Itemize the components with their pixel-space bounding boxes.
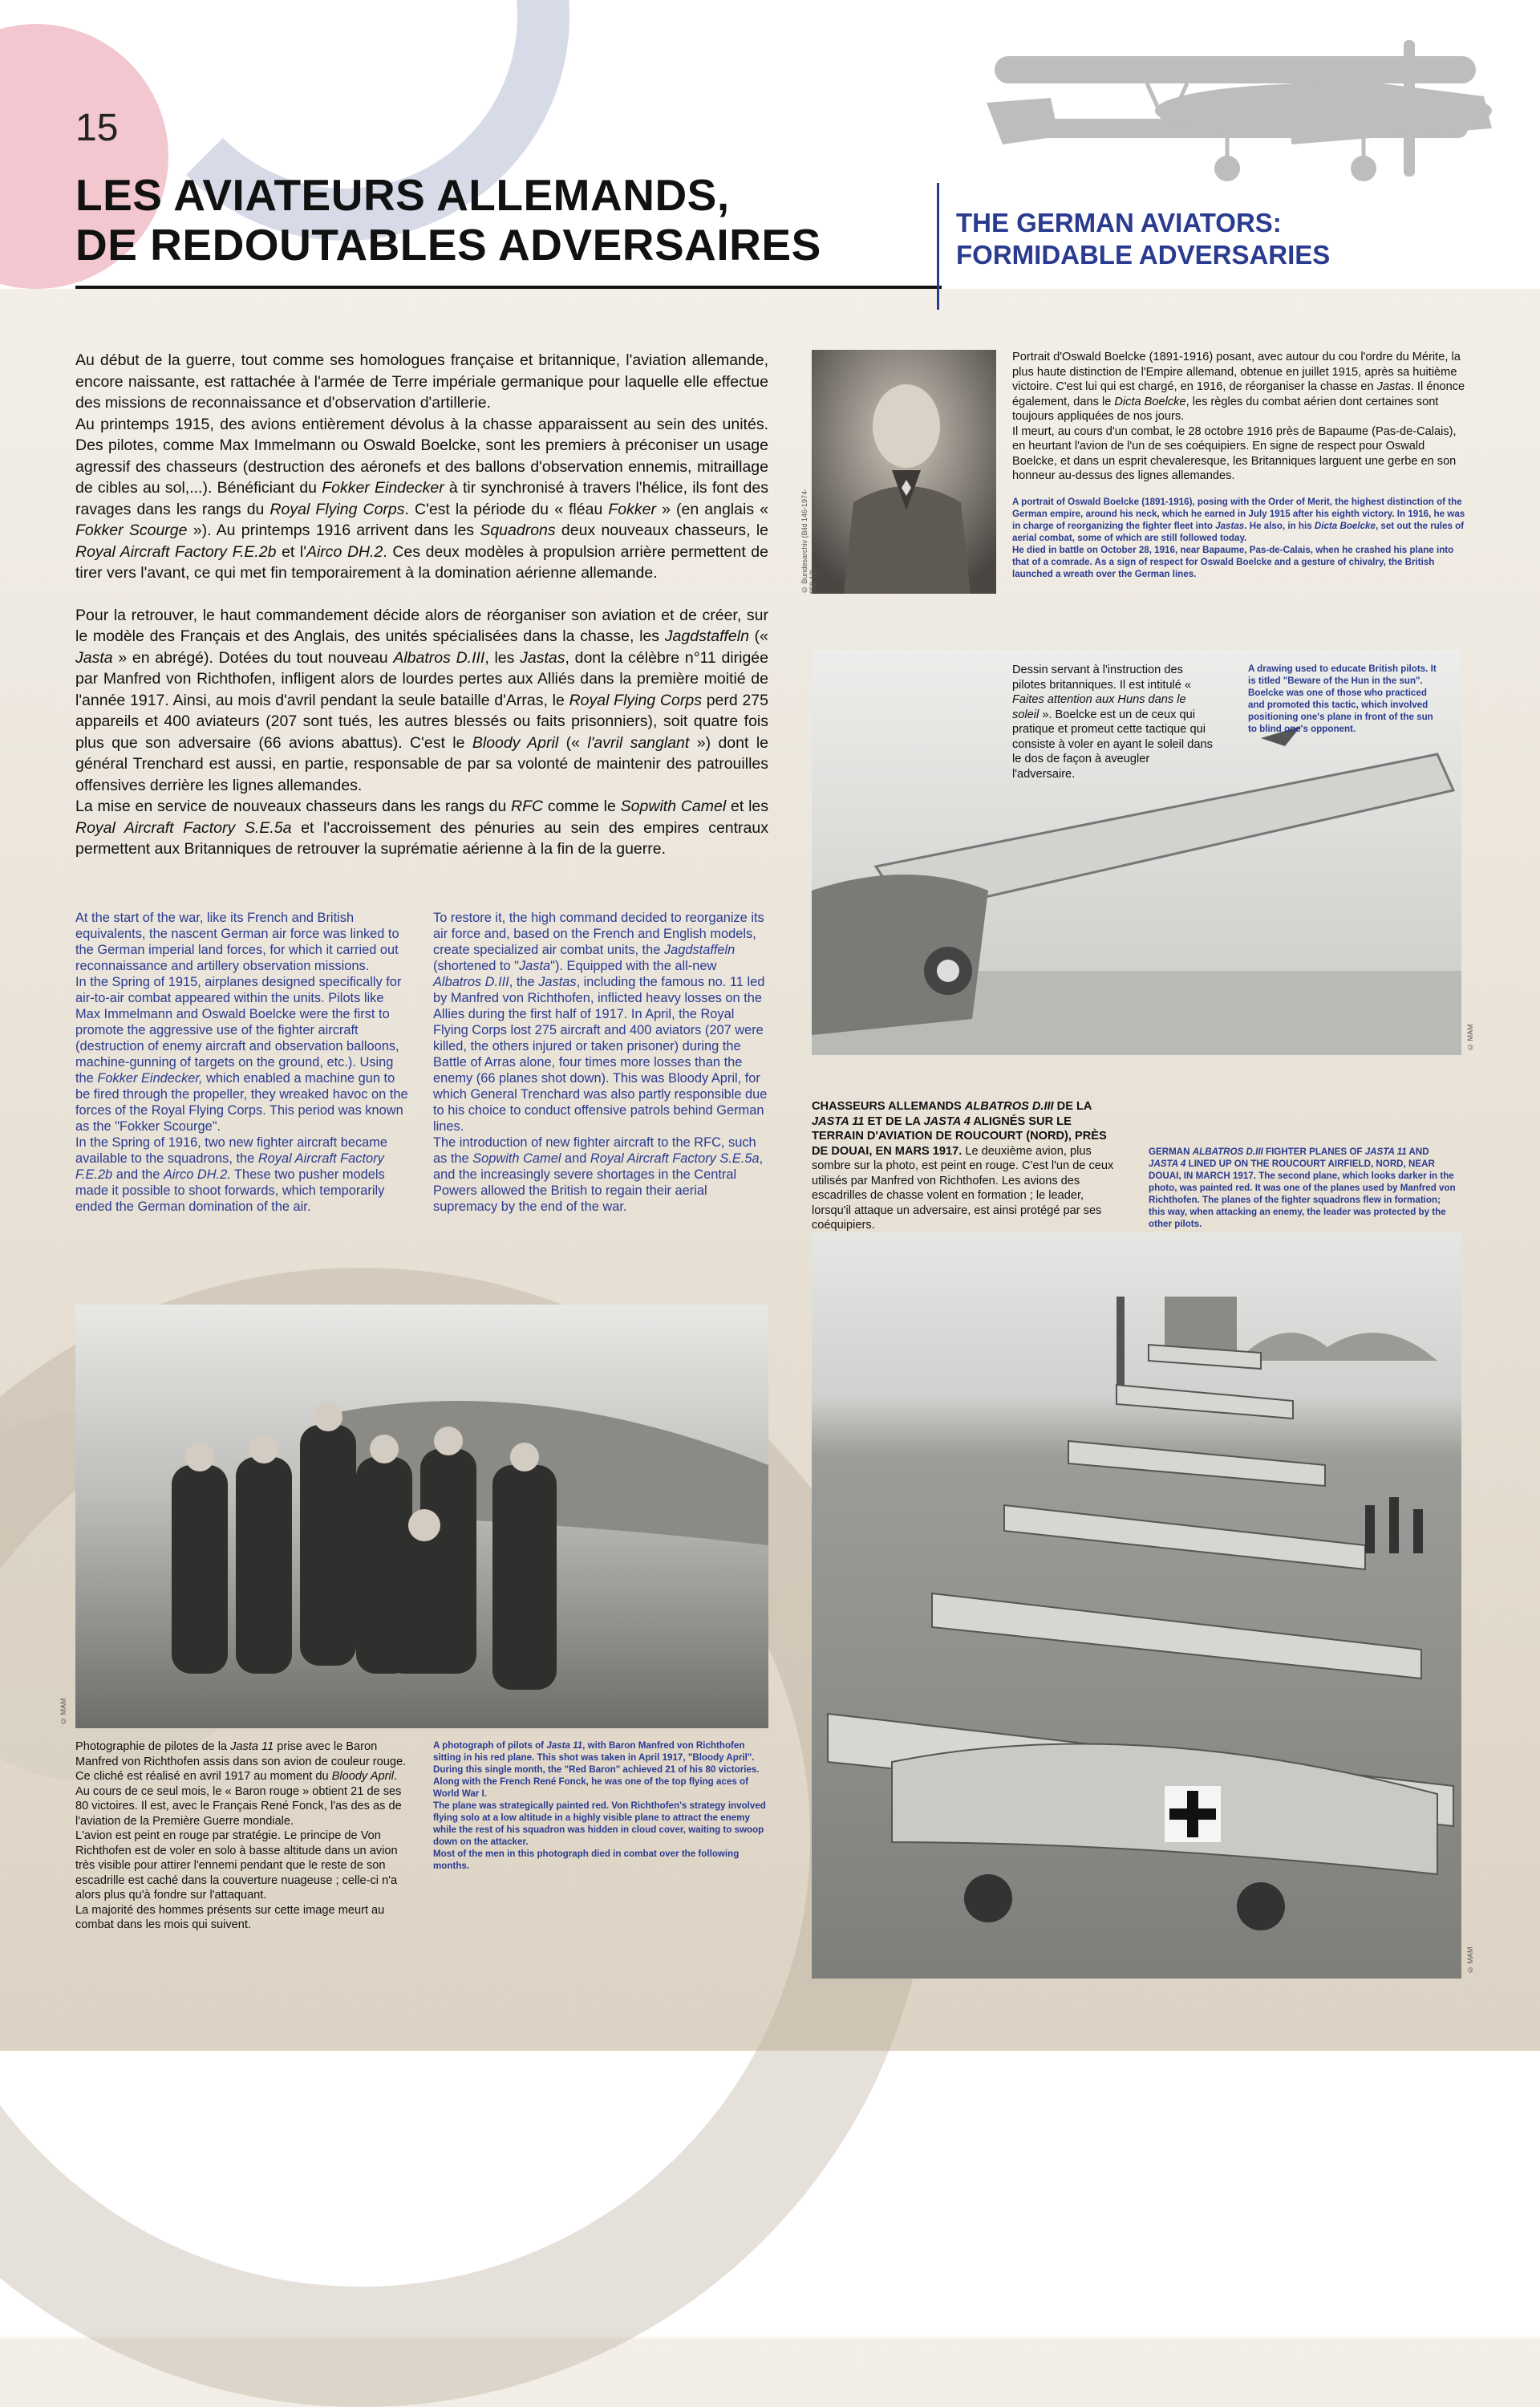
text-run: »). Au printemps 1916 arrivent dans les <box>187 522 480 539</box>
italic-term: Jastas <box>1376 380 1411 393</box>
text-run: , with Baron Manfred von Richthofen sitting in his red plane. This shot was taken in April 1917, "Bloody April". During this single month, the "Red Baron" achieved 21 of his 80 victories. Along with the French René Fonck, he was one of the top flying aces of World War I. <box>433 1740 760 1799</box>
text-run: . Ces deux modèles à propulsion arrière permettent de tirer vers l'avant, ce qui met fin temporairement à la domination aérienne allemande. <box>75 542 768 582</box>
text-run: , set out the rules of aerial combat, some of which are still followed today. <box>1012 521 1465 543</box>
title-en-line-2: FORMIDABLE ADVERSARIES <box>956 240 1331 270</box>
drawing-caption-fr <box>1012 663 1213 781</box>
text-run: ». Boelcke est un de ceux qui pratique et promeut cette tactique qui consiste à voler en ayant le soleil dans le dos de façon à aveugler l'adversaire. <box>1012 708 1213 781</box>
caption-heading-run: CHASSEURS ALLEMANDS <box>812 1100 965 1113</box>
portrait-placeholder <box>812 350 996 594</box>
pilots-caption-en <box>433 1739 770 1872</box>
body-text-fr <box>75 350 768 860</box>
italic-term: JASTA 11 <box>1364 1147 1407 1157</box>
italic-term: Fokker <box>608 500 656 518</box>
body-en-paragraph-1: At the start of the war, like its French and British equivalents, the nascent German air force was linked to the German imperial land forces, for which it carried out reconnaissance and artillery observation missions. <box>75 911 399 973</box>
italic-term: JASTA 4 <box>923 1114 971 1128</box>
italic-term: Squadrons <box>480 522 556 539</box>
italic-term: l'avril sanglant <box>587 733 690 752</box>
text-run: à tir synchronisé à travers l'hélice, ils font des ravages dans les rangs du <box>75 479 768 518</box>
text-run: In the Spring of 1916, two new fighter aircraft became available to the squadrons, the <box>75 1135 388 1166</box>
italic-term: Fokker Eindecker, <box>97 1071 203 1086</box>
biplane-silhouette-icon <box>987 24 1508 185</box>
text-run: Au printemps 1915, des avions entièrement dévolus à la chasse apparaissent au sein des unités. Des pilotes, comme Max Immelmann ou Oswald Boelcke, sont les premiers à préconiser un usage agressif des chasseurs (destruction des aéronefs et des ballons d'observation ennemis, mitraillage de cibles au sol,...). Bénéficiant du <box>75 415 768 497</box>
text-run: The second plane, which looks darker in the photo, was painted red. It was one of the planes used by Manfred von Richthofen. The planes of the fighter squadrons flew in formation; this way, when attacking an enemy, the leader was protected by the other pilots. <box>1149 1171 1456 1229</box>
pilots-photo-credit: © MAM <box>59 1698 67 1725</box>
drawing-caption-en: A drawing used to educate British pilots. It is titled "Beware of the Hun in the sun". Boelcke was one of those who practiced and promoted this tactic, which involved positioning one's plane in front of the sun to blind one's opponent. <box>1248 664 1437 734</box>
italic-term: Albatros D.III <box>393 648 485 667</box>
caption-paragraph <box>1012 496 1466 544</box>
lineup-caption-en <box>1149 1146 1458 1230</box>
italic-term: Dicta Boelcke <box>1314 521 1376 531</box>
text-run: , dont la célèbre n°11 dirigée par Manfred von Richthofen, infligent alors de lourdes pertes aux Alliés dans la première moitié de l'année 1917. Ainsi, au mois d'avril pendant la seule bataille d'Arras, le <box>75 648 768 709</box>
caption-heading-run: GERMAN <box>1149 1147 1193 1157</box>
text-run: Portrait d'Oswald Boelcke (1891-1916) posant, avec autour du cou l'ordre du Mérite, la plus haute distinction de l'Empire allemand, obtenue en juillet 1915, après sa huitième victoire. C'est lui qui est chargé, en 1916, de réorganiser la chasse en <box>1012 351 1461 393</box>
page-title-fr <box>75 170 821 270</box>
text-run: deux nouveaux chasseurs, le <box>555 522 768 539</box>
boelcke-caption-en <box>1012 496 1466 580</box>
caption-paragraph <box>812 1099 1116 1233</box>
text-run: comme le <box>543 798 621 815</box>
jasta11-pilots-photo <box>75 1305 768 1728</box>
caption-heading-run: DE LA <box>1053 1100 1092 1113</box>
italic-term: Bloody April <box>331 1770 394 1783</box>
text-run: » en abrégé). Dotées du tout nouveau <box>112 648 394 667</box>
lineup-caption-fr <box>812 1099 1116 1233</box>
text-run: et les <box>726 798 769 815</box>
text-run: » (en anglais « <box>656 500 768 518</box>
caption-heading-run: LINED UP ON THE ROUCOURT AIRFIELD, NORD, NEAR DOUAI, IN MARCH 1917. <box>1149 1159 1435 1181</box>
text-run: (« <box>748 627 769 645</box>
text-run: . He also, in his <box>1244 521 1315 531</box>
text-run: These two pusher models made it possible to shoot forwards, which temporarily ended the German domination of the air. <box>75 1167 385 1214</box>
text-run: , les règles du combat aérien dont certaines sont toujours appliquées de nos jours. <box>1012 395 1439 423</box>
text-run: . C'est la période du « fléau <box>404 500 609 518</box>
text-run: , and the increasingly severe shortages in the Central Powers allowed the British to regain their aerial supremacy by the end of the war. <box>433 1151 764 1214</box>
caption-paragraph: The plane was strategically painted red. Von Richthofen's strategy involved flying solo at a low altitude in a highly visible plane to attract the enemy while the rest of his squadron was hidden in cloud cover, waiting to swoop down on the attacker. <box>433 1800 766 1847</box>
text-run: . Au cours de ce seul mois, le « Baron rouge » obtient 21 de ses 80 victoires. Il est, avec le Français René Fonck, l'as des as de l'aviation de la Première Guerre mondiale. <box>75 1770 402 1828</box>
italic-term: RFC <box>511 798 544 815</box>
caption-paragraph <box>1149 1146 1458 1230</box>
text-run: Le deuxième avion, plus sombre sur la photo, est peint en rouge. C'est l'un de ceux utilisés par Manfred von Richthofen. Les avions des escadrilles de chasse volent en formation ; le leader, lorsqu'il attaque un adversaire, est ainsi protégé par ses coéquipiers. <box>812 1144 1114 1232</box>
body-fr-paragraph-2 <box>75 414 768 584</box>
italic-term: Jagdstaffeln <box>663 943 736 957</box>
italic-term: Sopwith Camel <box>620 798 727 815</box>
italic-term: Jastas <box>1215 521 1245 531</box>
italic-term: Jastas <box>520 648 565 667</box>
text-run: prise avec le Baron Manfred von Richthofen assis dans son avion de couleur rouge. Ce cliché est réalisé en avril 1917 au moment du <box>75 1740 407 1783</box>
paragraph-gap <box>75 584 768 605</box>
italic-term: Fokker Eindecker <box>322 479 444 497</box>
caption-paragraph: L'avion est peint en rouge par stratégie. Le principe de Von Richthofen est de voler en solo à basse altitude dans un avion très visible pour attirer l'ennemi pendant que le reste de son escadrille est caché dans la couverture nuageuse ; celle-ci n'a alors plus qu'à fondre sur l'attaquant. <box>75 1829 398 1902</box>
italic-term: Albatros D.III <box>433 975 509 989</box>
italic-term: Fokker Scourge <box>75 522 188 539</box>
italic-term: Jasta <box>518 959 551 973</box>
text-run: In the Spring of 1915, airplanes designed specifically for air-to-air combat appeared within the units. Pilots like Max Immelmann and Oswald Boelcke were the first to promote the aggressive use of the fighter aircraft (destruction of enemy aircraft and observation balloons, machine-gunning of targets on the ground, etc.). Using the <box>75 975 402 1086</box>
text-run: which enabled a machine gun to be fired through the propeller, they wreaked havoc on the forces of the Royal Flying Corps. This period was known as the "Fokker Scourge". <box>75 1071 408 1134</box>
italic-term: Jagdstaffeln <box>664 627 749 645</box>
lineup-placeholder <box>812 1232 1461 1979</box>
text-run: "). Equipped with the all-new <box>550 959 717 973</box>
italic-term: JASTA 4 <box>1149 1159 1186 1169</box>
boelcke-portrait-photo <box>812 350 996 594</box>
text-run: Photographie de pilotes de la <box>75 1740 231 1753</box>
italic-term: Airco DH.2 <box>306 542 383 561</box>
body-fr-paragraph-3 <box>75 605 768 797</box>
italic-term: ALBATROS D.III <box>964 1100 1054 1113</box>
body-fr-paragraph-4 <box>75 796 768 860</box>
text-run: A photograph of pilots of <box>433 1740 547 1751</box>
title-fr-line-2: DE REDOUTABLES ADVERSAIRES <box>75 220 821 270</box>
text-run: (shortened to " <box>433 959 519 973</box>
caption-paragraph: Il meurt, au cours d'un combat, le 28 octobre 1916 près de Bapaume (Pas-de-Calais), en heurtant l'avion de l'un de ses coéquipiers. En signe de respect pour Oswald Boelcke, et dans un esprit chevaleresque, les Britanniques larguent une gerbe en son honneur au-dessus des lignes allemandes. <box>1012 424 1457 482</box>
text-run: The introduction of new fighter aircraft to the RFC, such as the <box>433 1135 756 1166</box>
boelcke-caption-fr <box>1012 350 1466 484</box>
text-run: perd 275 appareils et 400 aviateurs (207 sont tués, les autres blessés ou faits prisonniers), soit quatre fois plus que son adversaire (66 avions abattus). C'est le <box>75 691 768 752</box>
body-en-paragraph-5 <box>433 1134 768 1215</box>
italic-term: Royal Flying Corps <box>270 500 405 518</box>
text-run: . Il énonce également, dans le <box>1012 380 1465 408</box>
text-run: , the <box>509 975 539 989</box>
caption-paragraph: Most of the men in this photograph died in combat over the following months. <box>433 1849 740 1871</box>
text-run: (« <box>558 733 588 752</box>
italic-term: JASTA 11 <box>812 1114 865 1128</box>
italic-term: Royal Aircraft Factory F.E.2b <box>75 542 277 561</box>
caption-heading-run: FIGHTER PLANES OF <box>1262 1147 1365 1157</box>
body-fr-paragraph-1: Au début de la guerre, tout comme ses homologues française et britannique, l'aviation allemande, encore naissante, est rattachée à l'armée de Terre impériale germanique pour laquelle elle effectue des missions de reconnaissance et d'observation d'artillerie. <box>75 351 768 412</box>
text-run: A portrait of Oswald Boelcke (1891-1916), posing with the Order of Merit, the highest distinction of the German empire, around his neck, which he earned in July 1915 after his eighth victory. In 1916, he was in charge of reorganizing the fighter fleet into <box>1012 497 1465 531</box>
caption-paragraph: La majorité des hommes présents sur cette image meurt au combat dans les mois qui suivent. <box>75 1903 385 1931</box>
caption-heading-run: ET DE LA <box>864 1114 924 1128</box>
italic-term: ALBATROS D.III <box>1192 1147 1263 1157</box>
caption-paragraph <box>433 1739 770 1800</box>
lineup-credit: © MAM <box>1466 1946 1474 1974</box>
italic-term: Royal Aircraft Factory F.E.2b <box>75 1151 384 1182</box>
italic-term: Dicta Boelcke <box>1114 395 1186 408</box>
italic-term: Faites attention aux Huns dans le soleil <box>1012 693 1186 721</box>
text-run: Pour la retrouver, le haut commandement décide alors de réorganiser son aviation et de créer, sur le modèle des Français et des Anglais, des unités spécialisées dans la chasse, les <box>75 606 768 645</box>
title-divider <box>937 183 939 310</box>
text-run: et l'accroissement des pénuries au sein des empires centraux permettent aux Britanniques de retrouver la suprématie aérienne à la fin de la guerre. <box>75 818 768 858</box>
italic-term: Jastas <box>538 975 577 989</box>
caption-paragraph <box>1012 663 1213 781</box>
albatros-lineup-photo <box>812 1232 1461 1979</box>
italic-term: Royal Aircraft Factory S.E.5a <box>75 818 292 837</box>
body-text-en-right <box>433 910 768 1215</box>
text-run: Dessin servant à l'instruction des pilotes britanniques. Il est intitulé « <box>1012 664 1192 692</box>
text-run: , including the famous no. 11 led by Manfred von Richthofen, inflicted heavy losses on the Allies during the first half of 1917. In April, the Royal Flying Corps lost 275 aircraft and 400 aviators (207 were killed, the others injured or taken prisoner) during the Battle of Arras alone, four times more losses than the enemy (66 planes shot down). This was Bloody April, for which General Trenchard was also partly responsible due to his choice to conduct offensive patrols behind German lines. <box>433 975 768 1134</box>
italic-term: Jasta 11 <box>546 1740 583 1751</box>
title-underline <box>75 286 942 289</box>
italic-term: Jasta <box>75 648 113 667</box>
text-run: To restore it, the high command decided to reorganize its air force and, based on the French and English models, create specialized air combat units, the <box>433 911 764 957</box>
pilots-caption-fr <box>75 1739 412 1933</box>
italic-term: Sopwith Camel <box>472 1151 561 1166</box>
body-en-paragraph-3 <box>75 1134 411 1215</box>
text-run: and the <box>112 1167 164 1182</box>
page-number: 15 <box>75 107 119 149</box>
italic-term: Royal Flying Corps <box>569 691 702 709</box>
caption-paragraph <box>1012 350 1466 424</box>
body-text-en-left <box>75 910 411 1215</box>
page-title-en <box>956 207 1330 271</box>
caption-paragraph <box>75 1739 412 1829</box>
text-run: , les <box>484 648 521 667</box>
italic-term: Bloody April <box>472 733 559 752</box>
pilots-placeholder <box>75 1305 768 1728</box>
caption-heading-run: AND <box>1406 1147 1429 1157</box>
text-run: La mise en service de nouveaux chasseurs dans les rangs du <box>75 798 512 815</box>
text-run: and <box>561 1151 590 1166</box>
caption-heading-run: ALIGNÉS SUR LE TERRAIN D'AVIATION DE ROUCOURT (NORD), PRÈS DE DOUAI, EN MARS 1917. <box>812 1114 1107 1158</box>
italic-term: Airco DH.2. <box>163 1167 231 1182</box>
boelcke-photo-credit: © Bundesarchiv (Bild 146-1974-050-12) <box>800 488 817 594</box>
title-en-line-1: THE GERMAN AVIATORS: <box>956 208 1282 237</box>
title-fr-line-1: LES AVIATEURS ALLEMANDS, <box>75 170 730 220</box>
text-run: et l' <box>276 542 306 561</box>
caption-paragraph: He died in battle on October 28, 1916, near Bapaume, Pas-de-Calais, when he crashed his plane into that of a comrade. As a sign of respect for Oswald Boelcke and a gesture of chivalry, the British launched a wreath over the German lines. <box>1012 545 1454 579</box>
text-run: ») dont le général Trenchard est aussi, en partie, responsable de par sa volonté de maintenir des patrouilles offensives derrière les lignes allemandes. <box>75 733 768 794</box>
body-en-paragraph-2 <box>75 974 411 1134</box>
italic-term: Jasta 11 <box>230 1740 274 1753</box>
drawing-credit: © MAM <box>1466 1024 1474 1051</box>
italic-term: Royal Aircraft Factory S.E.5a <box>590 1151 760 1166</box>
body-en-paragraph-4 <box>433 910 768 1134</box>
